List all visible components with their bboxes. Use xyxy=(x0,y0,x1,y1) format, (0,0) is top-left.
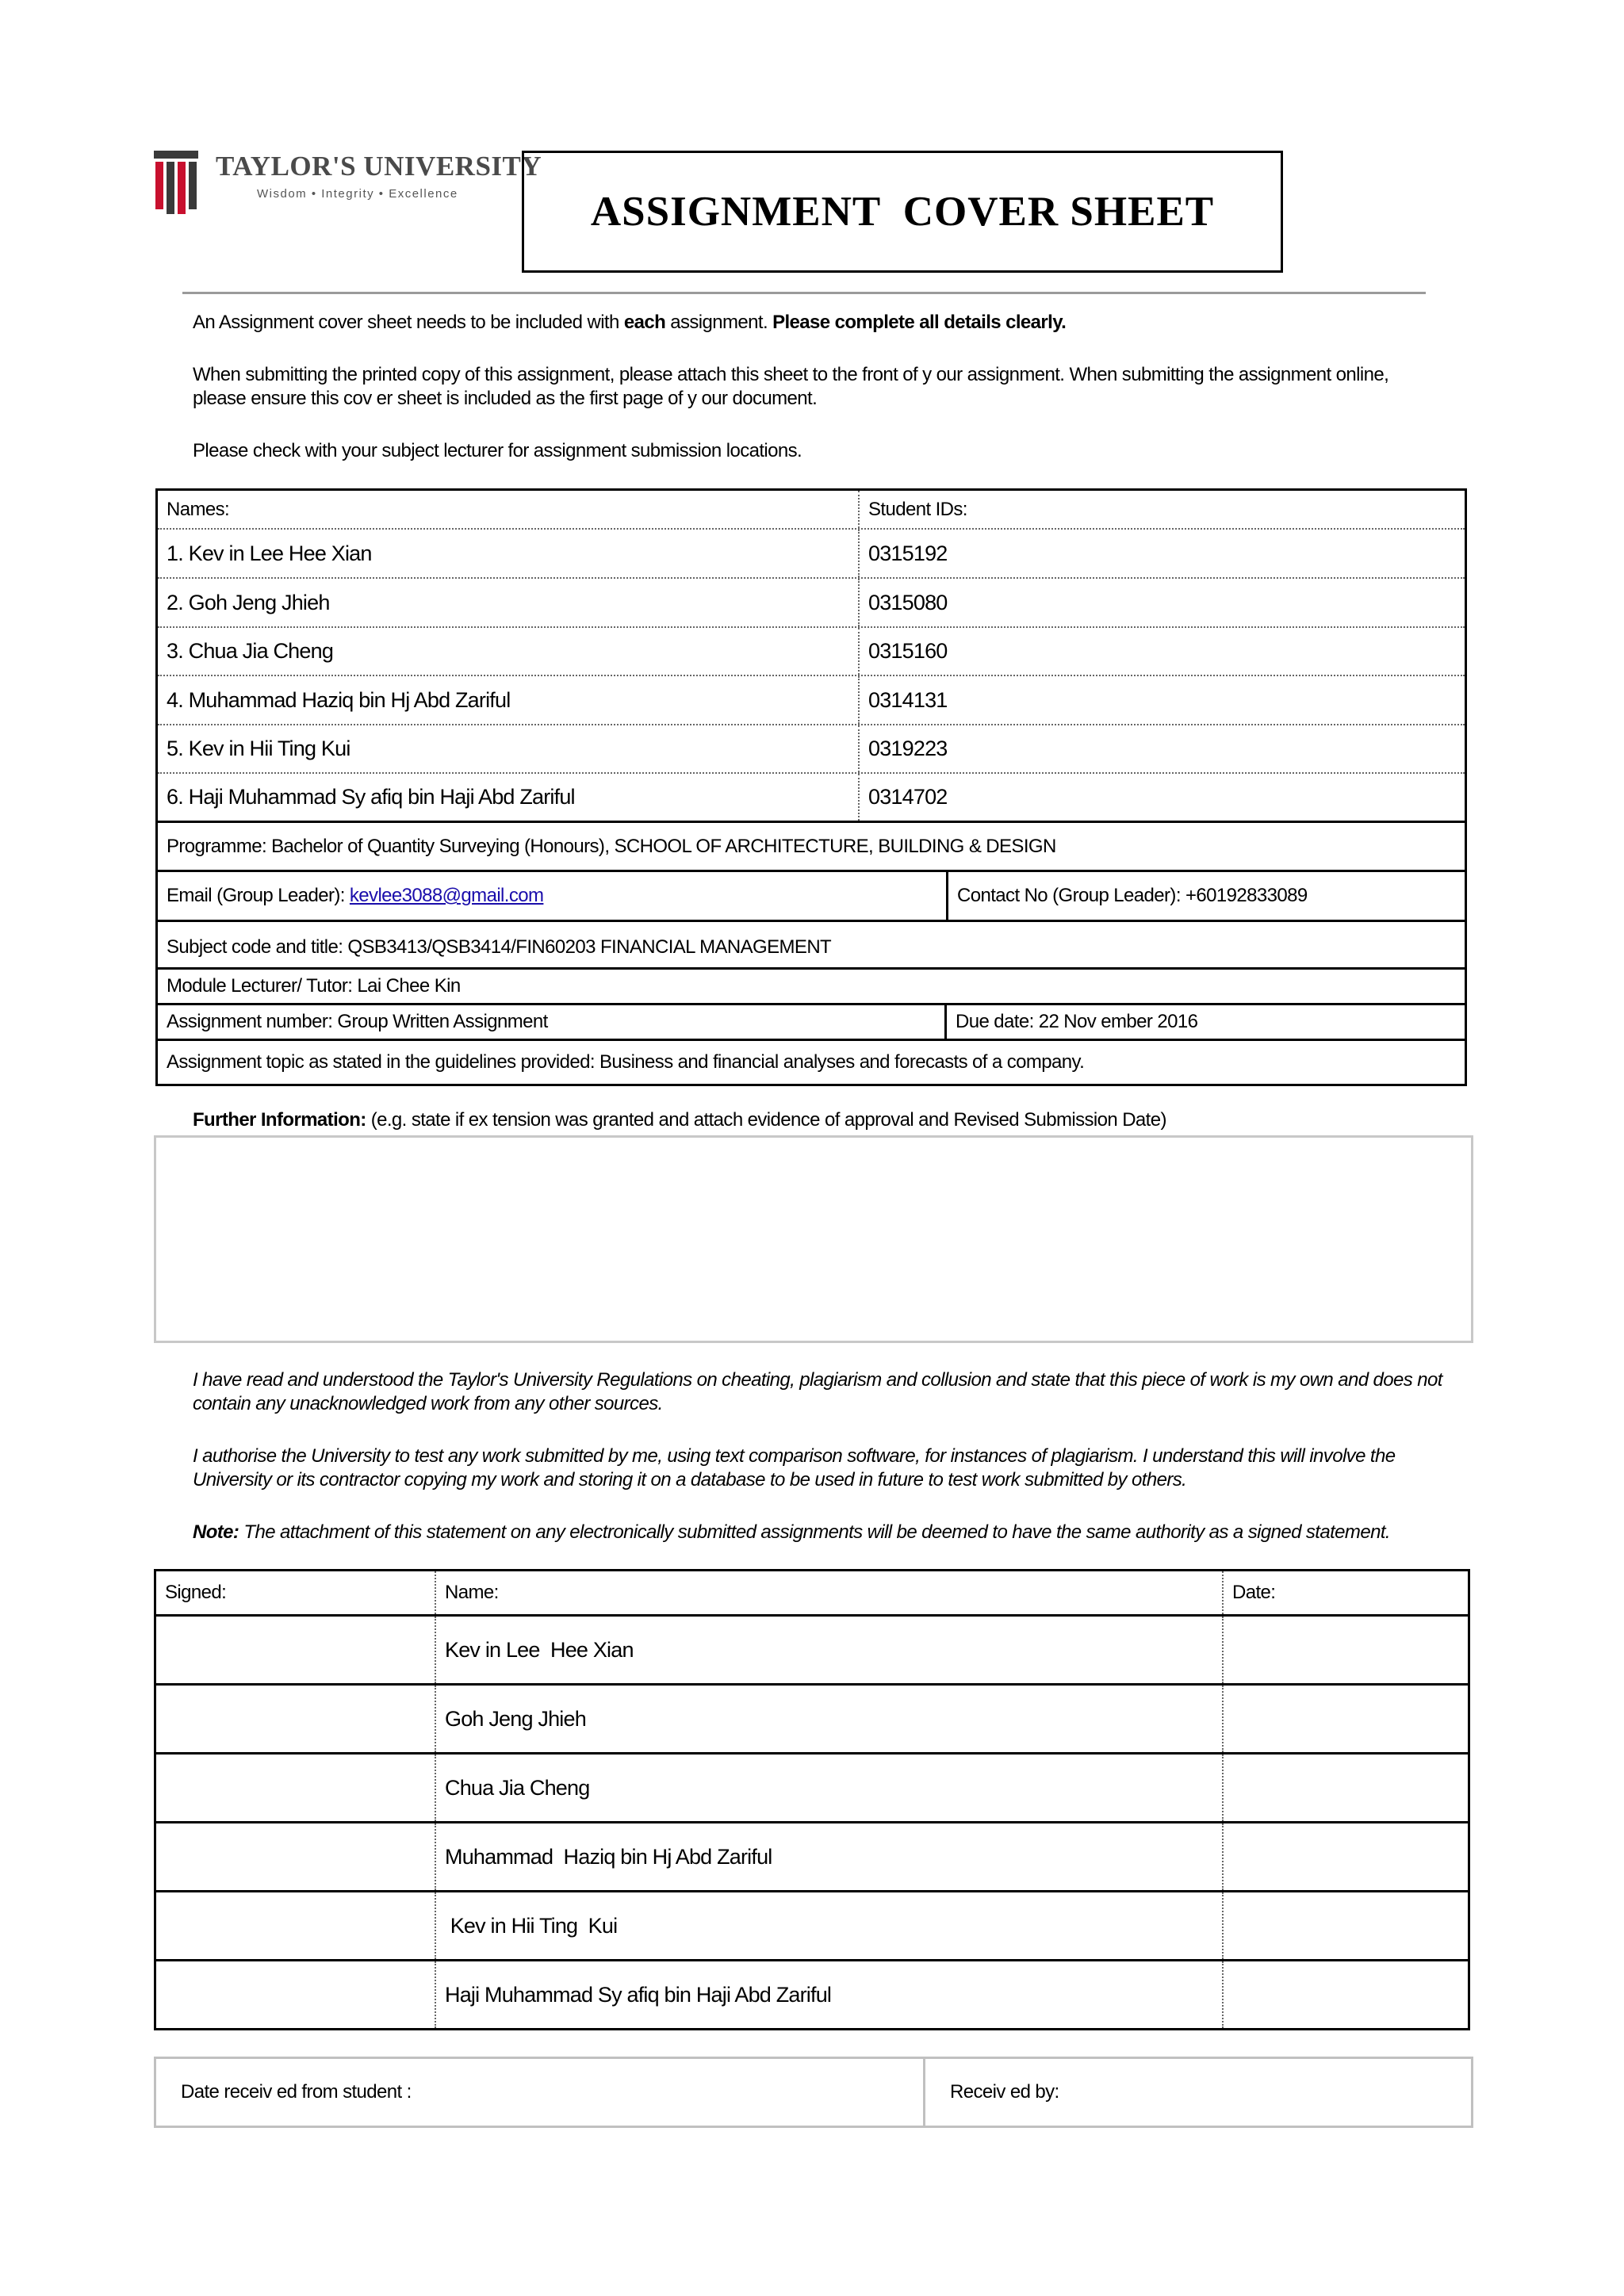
student-name: 3. Chua Jia Cheng xyxy=(158,628,860,675)
student-id: 0314131 xyxy=(868,687,948,712)
intro-paragraph-2: When submitting the printed copy of this assignment, please attach this sheet to the front of y our assignment. When submitting the assignment online, please ensure this cov er sheet is included as the first page of y our document. xyxy=(193,364,1389,409)
programme: Programme: Bachelor of Quantity Surveying (Honours), SCHOOL OF ARCHITECTURE, BUILDING & DESIGN xyxy=(167,835,1056,857)
contact-row xyxy=(158,872,1465,922)
student-name: 1. Kev in Lee Hee Xian xyxy=(158,530,860,577)
subject-code-title: Subject code and title: QSB3413/QSB3414/FIN60203 FINANCIAL MANAGEMENT xyxy=(167,936,832,958)
table-row xyxy=(158,579,1465,628)
signatory-name: Chua Jia Cheng xyxy=(436,1755,1224,1821)
intro-paragraph-3: Please check with your subject lecturer for assignment submission locations. xyxy=(193,440,802,461)
signatory-name: Kev in Lee Hee Xian xyxy=(436,1617,1224,1683)
signature-table xyxy=(154,1569,1470,2030)
signature-field[interactable] xyxy=(156,1961,436,2028)
header-divider xyxy=(182,292,1426,294)
signature-field[interactable] xyxy=(156,1755,436,1821)
lecturer-row xyxy=(158,970,1465,1005)
signature-field[interactable] xyxy=(156,1892,436,1959)
group-leader-contact: Contact No (Group Leader): +60192833089 xyxy=(957,885,1308,906)
table-row xyxy=(158,774,1465,823)
table-row xyxy=(156,1686,1468,1755)
table-row xyxy=(156,1961,1468,2028)
ids-header: Student IDs: xyxy=(868,498,967,520)
signature-date-field[interactable] xyxy=(1224,1823,1468,1890)
declaration-note: Note: The attachment of this statement on any electronically submitted assignments will be deemed to have the same authority as a signed statement. xyxy=(193,1521,1390,1543)
table-row xyxy=(156,1823,1468,1892)
module-lecturer: Module Lecturer/ Tutor: Lai Chee Kin xyxy=(167,975,461,997)
table-row xyxy=(158,530,1465,579)
student-id: 0315080 xyxy=(868,590,948,614)
student-id: 0315160 xyxy=(868,639,948,663)
signature-date-field[interactable] xyxy=(1224,1686,1468,1752)
student-id: 0314702 xyxy=(868,785,948,809)
intro-paragraph-1: An Assignment cover sheet needs to be included with each assignment. Please complete all details clearly. xyxy=(193,312,1067,333)
student-name: 2. Goh Jeng Jhieh xyxy=(158,579,860,626)
assignment-topic: Assignment topic as stated in the guidelines provided: Business and financial analyses and forecasts of a company. xyxy=(167,1051,1085,1073)
declaration-paragraph-1: I have read and understood the Taylor's University Regulations on cheating, plagiarism and collusion and state that this piece of work is my own and does not contain any unacknowledged work from any other sources. xyxy=(193,1369,1442,1414)
assignment-row xyxy=(158,1005,1465,1041)
office-use-box xyxy=(154,2057,1473,2128)
university-logo xyxy=(154,147,542,224)
signatory-name: Kev in Hii Ting Kui xyxy=(436,1892,1224,1959)
student-name: 5. Kev in Hii Ting Kui xyxy=(158,725,860,772)
student-name: 6. Haji Muhammad Sy afiq bin Haji Abd Zariful xyxy=(158,774,860,821)
table-header-row xyxy=(158,491,1465,530)
signature-field[interactable] xyxy=(156,1823,436,1890)
table-row xyxy=(158,628,1465,676)
assignment-number: Assignment number: Group Written Assignment xyxy=(158,1005,947,1039)
table-row xyxy=(156,1892,1468,1961)
table-row xyxy=(156,1755,1468,1823)
signature-date-field[interactable] xyxy=(1224,1892,1468,1959)
signature-date-field[interactable] xyxy=(1224,1755,1468,1821)
names-header: Names: xyxy=(158,491,860,528)
signature-field[interactable] xyxy=(156,1617,436,1683)
signature-field[interactable] xyxy=(156,1686,436,1752)
table-row xyxy=(158,676,1465,725)
signatory-name: Haji Muhammad Sy afiq bin Haji Abd Zariful xyxy=(436,1961,1224,2028)
university-crest-icon xyxy=(154,151,198,217)
programme-row xyxy=(158,823,1465,872)
subject-row xyxy=(158,922,1465,970)
university-name: TAYLOR'S UNIVERSITY xyxy=(216,151,542,182)
details-table xyxy=(155,488,1467,1086)
table-row xyxy=(158,725,1465,774)
date-received-field[interactable]: Date receiv ed from student : xyxy=(172,2059,925,2126)
student-id: 0315192 xyxy=(868,541,948,565)
university-motto: Wisdom • Integrity • Excellence xyxy=(257,187,458,201)
topic-row xyxy=(158,1041,1465,1084)
further-information-label: Further Information: (e.g. state if ex tension was granted and attach evidence of approval and Revised Submission Date) xyxy=(193,1109,1166,1131)
name-header: Name: xyxy=(436,1571,1224,1614)
student-name: 4. Muhammad Haziq bin Hj Abd Zariful xyxy=(158,676,860,724)
email-link[interactable]: kevlee3088@gmail.com xyxy=(349,885,544,906)
signature-date-field[interactable] xyxy=(1224,1961,1468,2028)
declaration-paragraph-2: I authorise the University to test any work submitted by me, using text comparison software, for instances of plagiarism. I understand this will involve the University or its contractor copying my work and storing it on a database to be used in future to test work submitted by others. xyxy=(193,1445,1396,1490)
student-id: 0319223 xyxy=(868,737,948,760)
group-leader-email: Email (Group Leader): kevlee3088@gmail.com xyxy=(158,872,948,920)
date-header: Date: xyxy=(1232,1582,1276,1603)
signature-date-field[interactable] xyxy=(1224,1617,1468,1683)
signatory-name: Goh Jeng Jhieh xyxy=(436,1686,1224,1752)
further-information-box[interactable] xyxy=(154,1135,1473,1343)
signatory-name: Muhammad Haziq bin Hj Abd Zariful xyxy=(436,1823,1224,1890)
due-date: Due date: 22 Nov ember 2016 xyxy=(956,1011,1198,1032)
signature-header-row xyxy=(156,1571,1468,1617)
page-title: ASSIGNMENT COVER SHEET xyxy=(590,189,1215,235)
received-by-field[interactable]: Receiv ed by: xyxy=(950,2081,1059,2103)
title-box xyxy=(522,151,1283,273)
signed-header: Signed: xyxy=(156,1571,436,1614)
table-row xyxy=(156,1617,1468,1686)
